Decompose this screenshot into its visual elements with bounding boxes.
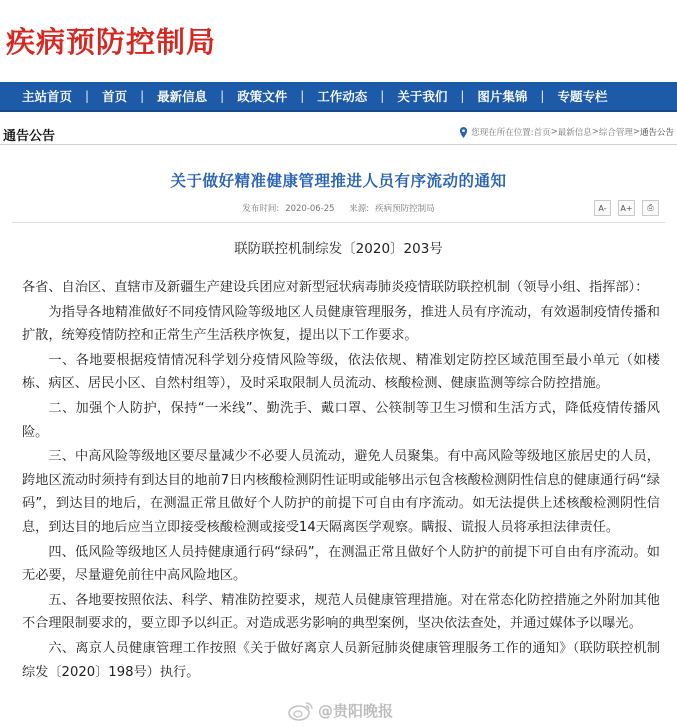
breadcrumb-separator: > [550, 127, 558, 137]
nav-item-special[interactable]: 专题专栏 [557, 89, 608, 104]
nav-item-about[interactable]: 关于我们 [397, 89, 448, 104]
nav-separator: | [85, 89, 90, 103]
main-nav [0, 82, 677, 112]
nav-separator: | [300, 89, 305, 103]
article-panel [0, 146, 677, 727]
document-number: 联防联控机制综发〔2020〕203号 [234, 241, 443, 257]
article-meta [0, 202, 677, 214]
paragraph: 各省、自治区、直辖市及新疆生产建设兵团应对新型冠状病毒肺炎疫情联防联控机制（领导小组、指挥部）： [22, 280, 649, 295]
publish-date: 2020-06-25 [285, 204, 335, 214]
nav-item-latest[interactable]: 最新信息 [157, 89, 208, 104]
section-title: 通告公告 [3, 125, 55, 144]
publish-label: 发布时间: [242, 204, 280, 214]
nav-separator: | [540, 89, 545, 103]
paragraph: 六、离京人员健康管理工作按照《关于做好离京人员新冠肺炎健康管理服务工作的通知》（联防联控机制综发〔2020〕198号）执行。 [22, 640, 660, 680]
location-pin-icon [459, 127, 468, 138]
breadcrumb-current: 通告公告 [639, 128, 674, 138]
site-title[interactable]: 疾病预防控制局 [6, 25, 217, 59]
nav-item-work[interactable]: 工作动态 [317, 89, 368, 104]
article-title: 关于做好精准健康管理推进人员有序流动的通知 [170, 172, 507, 190]
source-label: 来源: [349, 204, 370, 214]
nav-item-main-home[interactable]: 主站首页 [22, 89, 73, 104]
print-icon[interactable]: ⎙ [642, 200, 659, 216]
watermark-text: @贵阳晚报 [318, 702, 394, 720]
nav-separator: | [380, 89, 385, 103]
nav-item-gallery[interactable]: 图片集锦 [477, 89, 528, 104]
paragraph: 一、各地要根据疫情情况科学划分疫情风险等级，依法依规、精准划定防控区域范围至最小单元（如楼栋、病区、居民小区、自然村组等），及时采取限制人员流动、核酸检测、健康监测等综合防控措施。 [22, 352, 660, 392]
paragraph: 二、加强个人防护，保持“一米线”、勤洗手、戴口罩、公筷制等卫生习惯和生活方式，降低疫情传播风险。 [22, 400, 660, 440]
breadcrumb-separator: > [632, 127, 640, 137]
paragraph: 五、各地要按照依法、科学、精准防控要求，规范人员健康管理措施。对在常态化防控措施之外附加其他不合理限制要求的，要立即予以纠正。对造成恶劣影响的典型案例，坚决依法查处，并通过媒体予以曝光。 [22, 592, 660, 632]
weibo-icon [288, 701, 314, 721]
paragraph: 为指导各地精准做好不同疫情风险等级地区人员健康管理服务，推进人员有序流动，有效遏制疫情传播和扩散，统筹疫情防控和正常生产生活秩序恢复，提出以下工作要求。 [22, 304, 660, 344]
font-smaller-button[interactable]: A- [594, 200, 611, 216]
nav-separator: | [140, 89, 145, 103]
nav-separator: | [220, 89, 225, 103]
divider [12, 222, 665, 223]
nav-item-policy[interactable]: 政策文件 [237, 89, 288, 104]
font-larger-button[interactable]: A+ [618, 200, 635, 216]
site-header [0, 0, 677, 80]
breadcrumb-management[interactable]: 综合管理 [598, 128, 633, 138]
paragraph: 四、低风险等级地区人员持健康通行码“绿码”，在测温正常且做好个人防护的前提下可自由有序流动。如无必要，尽量避免前往中高风险地区。 [22, 544, 660, 584]
nav-item-home[interactable]: 首页 [102, 89, 128, 104]
source-value: 疾病预防控制局 [375, 204, 435, 214]
nav-separator: | [460, 89, 465, 103]
breadcrumb [459, 126, 674, 138]
breadcrumb-latest[interactable]: 最新信息 [557, 128, 592, 138]
breadcrumb-home[interactable]: 首页 [533, 128, 551, 138]
article-body [22, 276, 660, 685]
section-bar [0, 120, 677, 145]
paragraph: 三、中高风险等级地区要尽量减少不必要人员流动，避免人员聚集。有中高风险等级地区旅居史的人员，跨地区流动时须持有到达目的地前7日内核酸检测阴性证明或能够出示包含核酸检测阴性信息的健康通行码“绿码”，到达目的地后，在测温正常且做好个人防护的前提下可自由有序流动。如无法提供上述核酸检测阴性信息，到达目的地后应当立即接受核酸检测或接受14天隔离医学观察。瞒报、谎报人员将承担法律责任。 [22, 449, 660, 535]
breadcrumb-prefix: 您现在所在位置: [471, 128, 534, 138]
article-tools [594, 200, 659, 216]
breadcrumb-separator: > [591, 127, 599, 137]
watermark [288, 700, 393, 721]
